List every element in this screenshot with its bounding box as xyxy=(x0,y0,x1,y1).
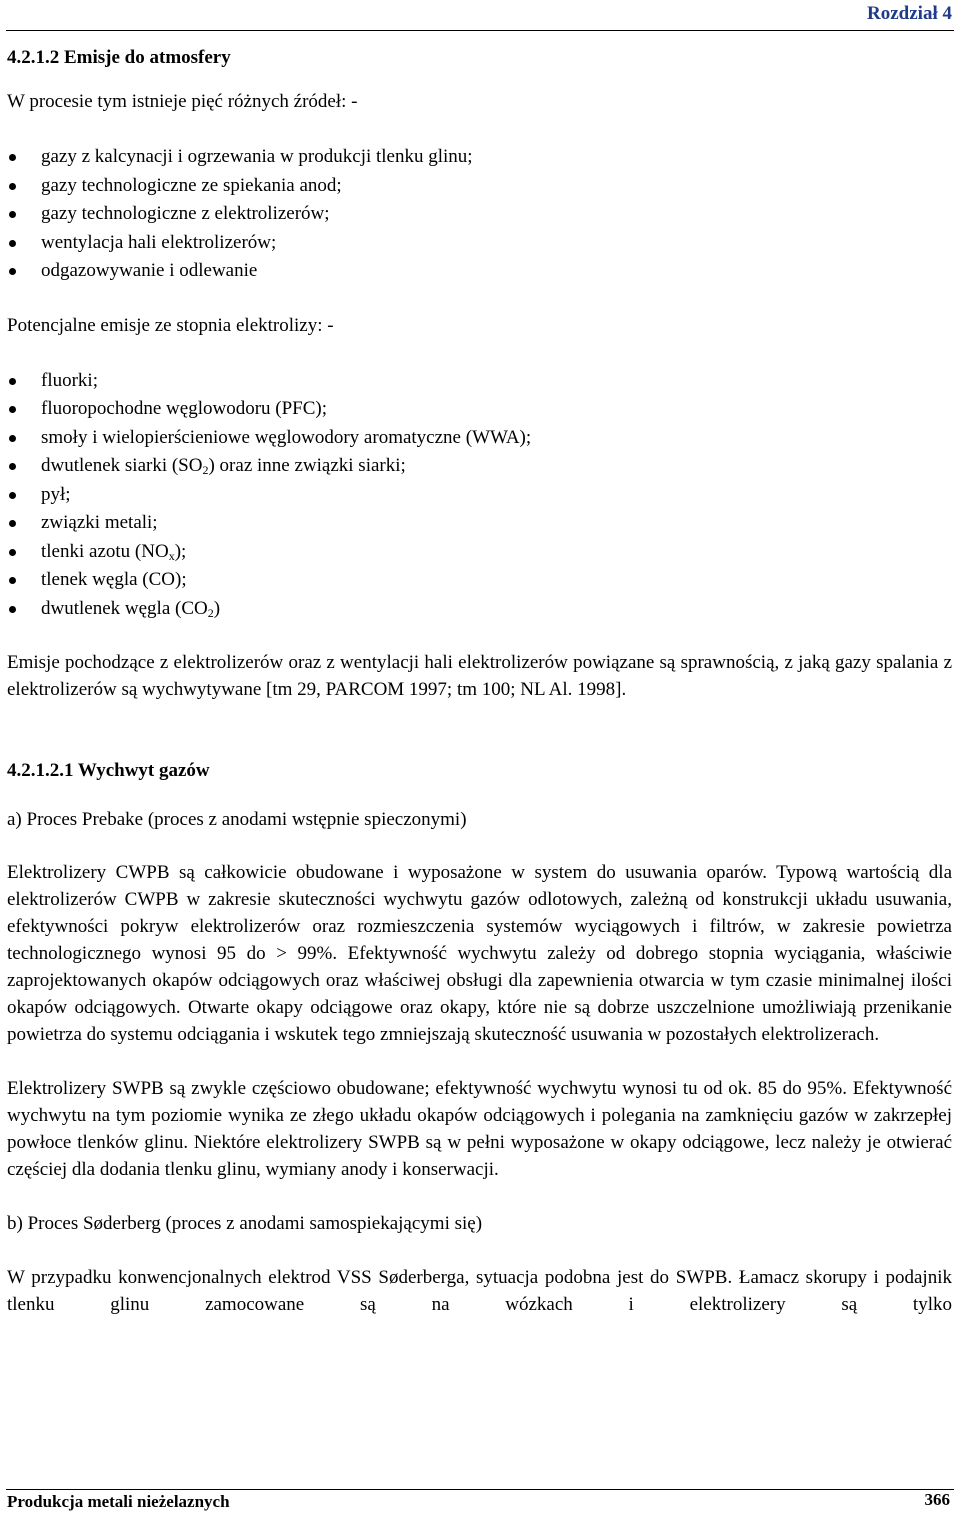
sources-list xyxy=(7,143,952,286)
list-item: odgazowywanie i odlewanie xyxy=(7,257,952,286)
page-number: 366 xyxy=(924,1490,950,1509)
bullet-icon xyxy=(9,549,16,556)
list-item: fluorki; xyxy=(7,367,952,396)
list-item: tlenki azotu $(NO_x)$; xyxy=(7,538,952,567)
prebake-subheading: a) Proces Prebake (proces z anodami wstępnie spieczonymi) xyxy=(7,809,467,830)
footer-title: Produkcja metali nieżelaznych xyxy=(7,1492,230,1511)
header-rule xyxy=(6,30,954,31)
bullet-icon xyxy=(9,240,16,247)
bullet-icon xyxy=(9,268,16,275)
bullet-icon xyxy=(9,606,16,613)
vss-paragraph: W przypadku konwencjonalnych elektrod VSS Søderberga, sytuacja podobna jest do SWPB. Łamacz skorupy i podajnik tlenku glinu zamocowane są na wózkach i elektrolizery są tylko xyxy=(7,1267,952,1315)
section-heading-gas-capture: 4.2.1.2.1 Wychwyt gazów xyxy=(7,760,210,781)
cwpb-paragraph: Elektrolizery CWPB są całkowicie obudowane i wyposażone w system do usuwania oparów. Typową wartością dla elektrolizerów CWPB w zakresie skuteczności wychwytu gazów odlotowych, zależną od konstrukcji układu usuwania, efektywności pokryw elektrolizerów oraz rozmieszczenia systemów wyciągowych i filtrów, w zakresie powietrza technologicznego wynosi 95 do > 99%. Efektywność wychwytu zależy od dobrego stopnia wyciągania, właściwie zaprojektowanych okapów odciągowych oraz właściwej obsługi dla zapewnienia otwarcia w tym czasie minimalnej ilości okapów odciągowych. Otwarte okapy odciągowe oraz okapy, które nie są dobrze uszczelnione umożliwiają przenikanie powietrza do systemu odciągania i wskutek tego zmniejszają skuteczność usuwania w pozostałych elektrolizerach. xyxy=(7,862,952,1045)
list-item: pył; xyxy=(7,481,952,510)
bullet-icon xyxy=(9,378,16,385)
bullet-icon xyxy=(9,520,16,527)
list-item: związki metali; xyxy=(7,509,952,538)
list-item: smoły i wielopierścieniowe węglowodory aromatyczne (WWA); xyxy=(7,424,952,453)
bullet-icon xyxy=(9,211,16,218)
soderberg-subheading: b) Proces Søderberg (proces z anodami samospiekającymi się) xyxy=(7,1213,483,1234)
bullet-icon xyxy=(9,406,16,413)
list-item: gazy z kalcynacji i ogrzewania w produkcji tlenku glinu; xyxy=(7,143,952,172)
footer-rule xyxy=(6,1489,954,1490)
bullet-icon xyxy=(9,492,16,499)
document-body xyxy=(7,44,952,1318)
bullet-icon xyxy=(9,154,16,161)
sources-intro: W procesie tym istnieje pięć różnych źródeł: - xyxy=(7,91,358,112)
bullet-icon xyxy=(9,463,16,470)
bullet-icon xyxy=(9,435,16,442)
list-item: fluoropochodne węglowodoru (PFC); xyxy=(7,395,952,424)
chapter-label: Rozdział 4 xyxy=(867,3,952,24)
emissions-summary-paragraph: Emisje pochodzące z elektrolizerów oraz z wentylacji hali elektrolizerów powiązane są sprawnością, z jaką gazy spalania z elektrolizerów są wychwytywane [tm 29, PARCOM 1997; tm 100; NL Al. 1998]. xyxy=(7,652,952,700)
section-heading-emissions: 4.2.1.2 Emisje do atmosfery xyxy=(7,47,231,68)
bullet-icon xyxy=(9,577,16,584)
list-item: wentylacja hali elektrolizerów; xyxy=(7,229,952,258)
list-item: gazy technologiczne z elektrolizerów; xyxy=(7,200,952,229)
list-item: dwutlenek siarki $(SO_2)$ oraz inne związki siarki; xyxy=(7,452,952,481)
list-item: dwutlenek węgla $(CO_2)$ xyxy=(7,595,952,624)
swpb-paragraph: Elektrolizery SWPB są zwykle częściowo obudowane; efektywność wychwytu wynosi tu od ok. 85 do 95%. Efektywność wychwytu na tym poziomie wynika ze złego układu okapów odciągowych i polegania na zamknięciu gazów w zakrzepłej powłoce tlenków glinu. Niektóre elektrolizery SWPB są w pełni wyposażone w okapy odciągowe, lecz należy je otwierać częściej dla dodania tlenku glinu, wymiany anody i konserwacji. xyxy=(7,1078,952,1180)
list-item: gazy technologiczne ze spiekania anod; xyxy=(7,172,952,201)
list-item: tlenek węgla (CO); xyxy=(7,566,952,595)
bullet-icon xyxy=(9,183,16,190)
potential-emissions-list xyxy=(7,367,952,624)
potential-intro: Potencjalne emisje ze stopnia elektrolizy: - xyxy=(7,314,334,336)
